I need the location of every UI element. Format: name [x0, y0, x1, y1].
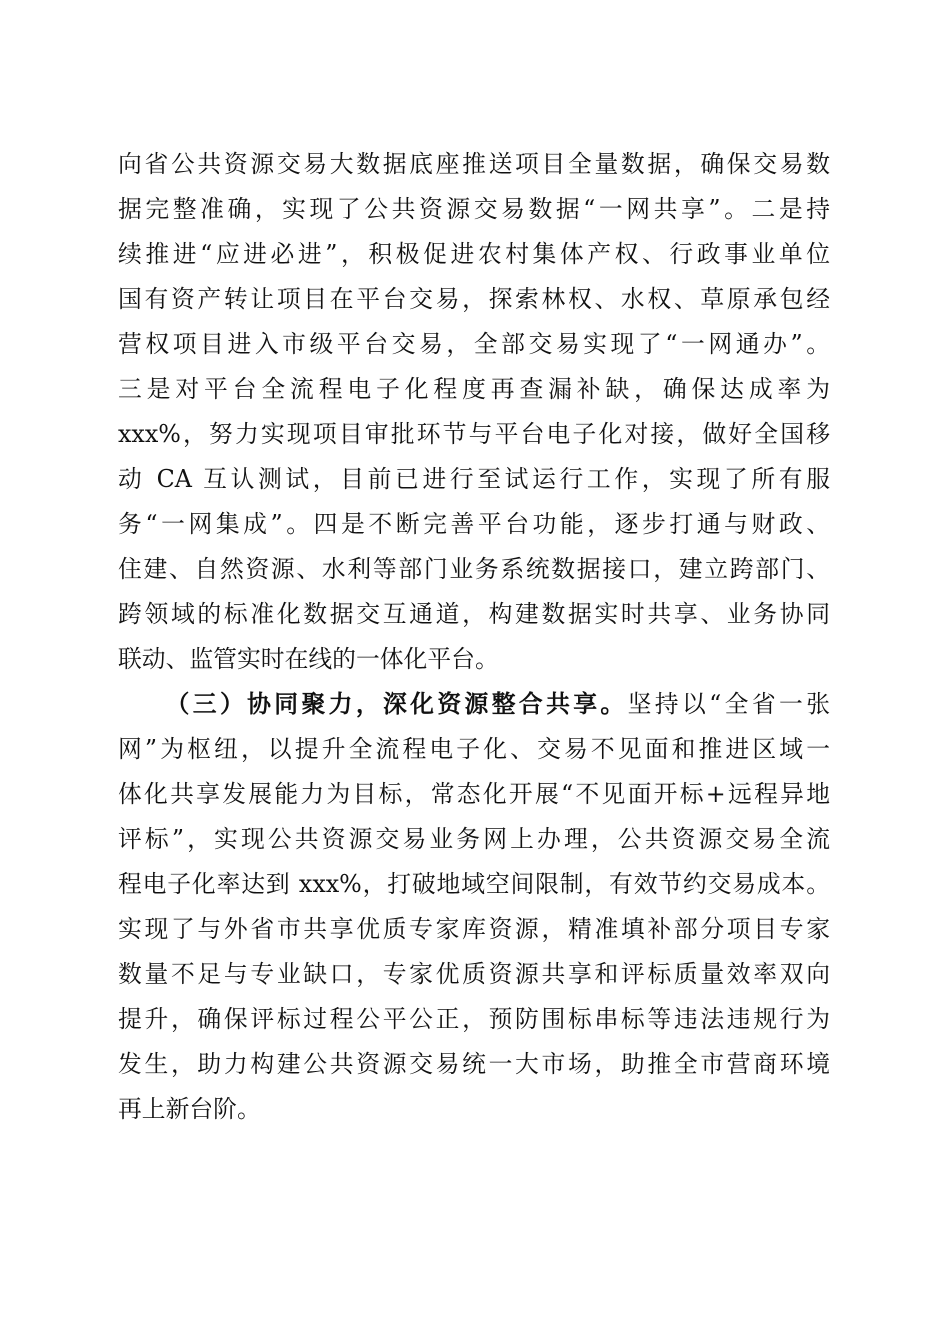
- text-line: 据完整准确，实现了公共资源交易数据“一网共享”。二是持: [118, 195, 830, 223]
- text-line: 提升，确保评标过程公平公正，预防围标串标等违法违规行为: [118, 1005, 830, 1033]
- paragraph-platform-integration: [118, 142, 830, 682]
- section-heading: （三）协同聚力，深化资源整合共享。: [165, 690, 628, 718]
- text-line: 发生，助力构建公共资源交易统一大市场，助推全市营商环境: [118, 1050, 830, 1078]
- text-line: 住建、自然资源、水利等部门业务系统数据接口，建立跨部门、: [118, 555, 830, 583]
- text-line: 再上新台阶。: [118, 1095, 261, 1123]
- text-line: 程电子化率达到 xxx%，打破地域空间限制，有效节约交易成本。: [118, 870, 830, 898]
- text-line: xxx%，努力实现项目审批环节与平台电子化对接，做好全国移: [118, 420, 830, 448]
- text-line: 务“一网集成”。四是不断完善平台功能，逐步打通与财政、: [118, 510, 830, 538]
- text-line: 跨领域的标准化数据交互通道，构建数据实时共享、业务协同: [118, 600, 830, 628]
- text-line: 向省公共资源交易大数据底座推送项目全量数据，确保交易数: [118, 150, 830, 178]
- text-line: 营权项目进入市级平台交易，全部交易实现了“一网通办”。: [118, 330, 830, 358]
- text-line: 体化共享发展能力为目标，常态化开展“不见面开标+远程异地: [118, 780, 830, 808]
- text-line: 续推进“应进必进”，积极促进农村集体产权、行政事业单位: [118, 240, 830, 268]
- text-line: 实现了与外省市共享优质专家库资源，精准填补部分项目专家: [118, 915, 830, 943]
- paragraph-resource-sharing: [118, 682, 830, 1132]
- text-line: 评标”，实现公共资源交易业务网上办理，公共资源交易全流: [118, 825, 830, 853]
- text-line: 三是对平台全流程电子化程度再查漏补缺，确保达成率为: [118, 375, 830, 403]
- text-line: 网”为枢纽，以提升全流程电子化、交易不见面和推进区域一: [118, 735, 830, 763]
- text-line: 数量不足与专业缺口，专家优质资源共享和评标质量效率双向: [118, 960, 830, 988]
- section-heading-continuation: 坚持以“全省一张: [627, 690, 830, 718]
- text-line-first: [118, 682, 830, 727]
- document-page: [118, 142, 830, 1132]
- text-line: 联动、监管实时在线的一体化平台。: [118, 645, 499, 673]
- text-line: 国有资产转让项目在平台交易，探索林权、水权、草原承包经: [118, 285, 830, 313]
- text-line: 动 CA 互认测试，目前已进行至试运行工作，实现了所有服: [118, 465, 830, 493]
